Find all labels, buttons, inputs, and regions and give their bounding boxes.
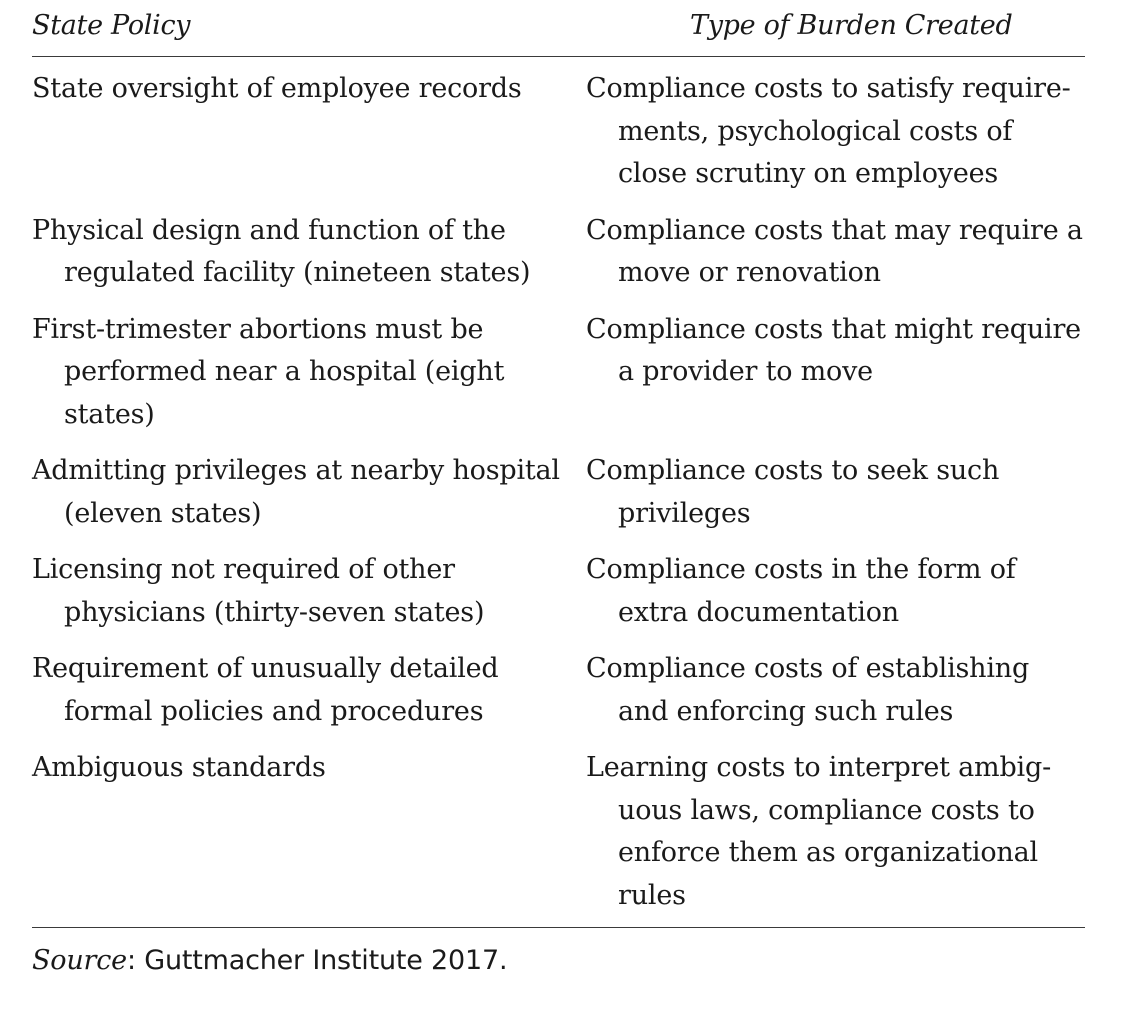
burden-cell: Learning costs to interpret ambig-uous laws, compliance costs to enforce them as organizational rules [586,752,1051,911]
header-burden-type: Type of Burden Created [690,10,1013,41]
table-body [32,57,1085,928]
burden-cell: Compliance costs that may require a move or renovation [586,214,1083,288]
table-row [32,68,1085,196]
source-note [32,940,507,982]
source-text: : Guttmacher Institute 2017. [126,945,508,976]
policy-cell: Admitting privileges at nearby hospital (eleven states) [32,455,560,529]
policy-cell: Licensing not required of other physicians (thirty-seven states) [32,554,485,628]
burden-cell: Compliance costs that might require a provider to move [586,313,1081,387]
table-header [32,0,1085,57]
burden-cell: Compliance costs to satisfy require-ments, psychological costs of close scrutiny on employees [586,73,1071,189]
table-row [32,309,1085,437]
table-row [32,210,1085,295]
source-label: Source [32,945,127,976]
header-state-policy: State Policy [32,10,191,41]
table-row [32,549,1085,634]
burden-cell: Compliance costs of establishing and enforcing such rules [586,653,1030,727]
policy-cell: Requirement of unusually detailed formal policies and procedures [32,653,499,727]
burden-cell: Compliance costs to seek such privileges [586,455,1000,529]
policy-cell: First-trimester abortions must be performed near a hospital (eight states) [32,313,505,430]
policy-cell: State oversight of employee records [32,73,522,104]
policy-burden-table [32,0,1085,928]
table-row [32,450,1085,535]
burden-cell: Compliance costs in the form of extra documentation [586,554,1016,628]
policy-cell: Ambiguous standards [32,752,326,783]
table-row [32,747,1085,917]
table-row [32,648,1085,733]
policy-cell: Physical design and function of the regulated facility (nineteen states) [32,214,531,288]
